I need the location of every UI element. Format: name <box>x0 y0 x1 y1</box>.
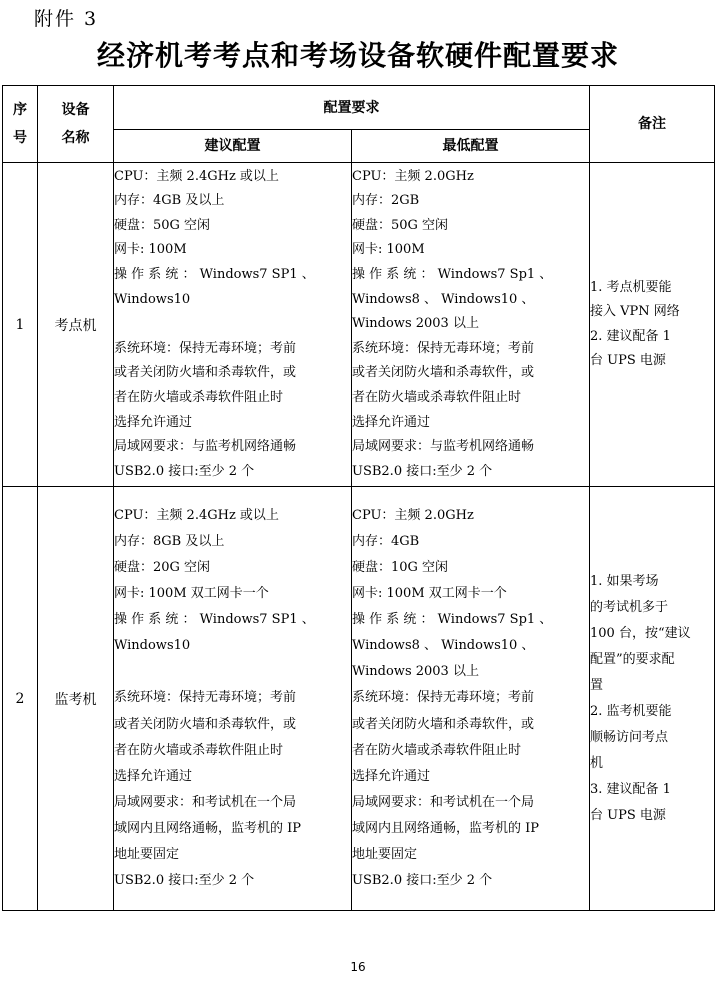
remarks-line: 的考试机多于 <box>590 599 669 615</box>
remarks-line: 配置”的要求配 <box>590 651 675 667</box>
header-device: 设备 名称 <box>38 86 114 163</box>
minimum-config-line: USB2.0 接口:至少 2 个 <box>352 873 493 889</box>
minimum-config-line: 内存：2GB <box>352 193 420 209</box>
recommended-config-line: 选择允许通过 <box>114 414 193 430</box>
recommended-config-line: CPU：主频 2.4GHz 或以上 <box>114 507 279 523</box>
row-seq: 2 <box>3 487 38 911</box>
recommended-config-cell <box>114 487 352 911</box>
minimum-config-line: 者在防火墙或杀毒软件阻止时 <box>352 742 522 758</box>
remarks-line: 3. 建议配备 1 <box>590 781 671 797</box>
minimum-config-line: 者在防火墙或杀毒软件阻止时 <box>352 389 522 405</box>
recommended-config-line: Windows10 <box>114 638 191 654</box>
header-recommended: 建议配置 <box>114 130 352 163</box>
recommended-config-line: 硬盘：50G 空闲 <box>114 217 211 233</box>
recommended-config-line <box>114 312 351 337</box>
minimum-config-line: 网卡: 100M 双工网卡一个 <box>352 586 507 602</box>
recommended-config-line: 地址要固定 <box>114 847 180 863</box>
row-seq: 1 <box>3 163 38 487</box>
recommended-config-line <box>114 659 351 685</box>
header-config: 配置要求 <box>114 86 590 130</box>
recommended-config-line: 域网内且网络通畅，监考机的 IP <box>114 820 302 836</box>
recommended-config-line: 系统环境：保持无毒环境；考前 <box>114 690 297 706</box>
recommended-config-line: 或者关闭防火墙和杀毒软件，或 <box>114 716 297 732</box>
remarks-line: 1. 如果考场 <box>590 573 659 589</box>
recommended-config-line: 网卡: 100M 双工网卡一个 <box>114 586 269 602</box>
recommended-config-line: USB2.0 接口:至少 2 个 <box>114 463 255 479</box>
table-row <box>3 487 715 911</box>
minimum-config-line: 硬盘：50G 空闲 <box>352 217 449 233</box>
remarks-cell <box>590 487 715 911</box>
table-row <box>3 163 715 487</box>
minimum-config-line: Windows8 、 Windows10 、 <box>352 291 535 307</box>
remarks-cell <box>590 163 715 487</box>
minimum-config-line: 局域网要求：和考试机在一个局 <box>352 794 535 810</box>
minimum-config-line: 选择允许通过 <box>352 768 431 784</box>
minimum-config-line: Windows8 、 Windows10 、 <box>352 638 535 654</box>
recommended-config-line: 者在防火墙或杀毒软件阻止时 <box>114 742 284 758</box>
minimum-config-line: 系统环境：保持无毒环境；考前 <box>352 340 535 356</box>
recommended-config-line: 者在防火墙或杀毒软件阻止时 <box>114 389 284 405</box>
minimum-config-line: Windows 2003 以上 <box>352 316 479 332</box>
recommended-config-line: 局域网要求：与监考机网络通畅 <box>114 439 297 455</box>
recommended-config-line: 网卡: 100M <box>114 242 187 258</box>
recommended-config-line: 操 作 系 统 ： Windows7 SP1 、 <box>114 612 315 628</box>
recommended-config-line: 系统环境：保持无毒环境；考前 <box>114 340 297 356</box>
minimum-config-line: 操 作 系 统 ： Windows7 Sp1 、 <box>352 267 553 283</box>
recommended-config-line: 硬盘：20G 空闲 <box>114 559 211 575</box>
remarks-line: 机 <box>590 755 604 771</box>
remarks-line: 顺畅访问考点 <box>590 729 669 745</box>
recommended-config-line: USB2.0 接口:至少 2 个 <box>114 873 255 889</box>
header-seq: 序 号 <box>3 86 38 163</box>
remarks-line: 台 UPS 电源 <box>590 807 666 823</box>
minimum-config-line: 域网内且网络通畅，监考机的 IP <box>352 820 540 836</box>
minimum-config-cell <box>352 487 590 911</box>
remarks-line: 2. 建议配备 1 <box>590 328 671 344</box>
recommended-config-line: 局域网要求：和考试机在一个局 <box>114 794 297 810</box>
recommended-config-line: Windows10 <box>114 291 191 307</box>
minimum-config-line: 系统环境：保持无毒环境；考前 <box>352 690 535 706</box>
minimum-config-line: 或者关闭防火墙和杀毒软件，或 <box>352 716 535 732</box>
minimum-config-line: 操 作 系 统 ： Windows7 Sp1 、 <box>352 612 553 628</box>
remarks-line: 2. 监考机要能 <box>590 703 672 719</box>
config-table <box>2 85 715 911</box>
document-title: 经济机考考点和考场设备软硬件配置要求 <box>96 39 619 72</box>
remarks-line: 1. 考点机要能 <box>590 279 672 295</box>
row-device-name: 监考机 <box>38 487 114 911</box>
header-remarks: 备注 <box>590 86 715 163</box>
minimum-config-line: Windows 2003 以上 <box>352 664 479 680</box>
minimum-config-line: 选择允许通过 <box>352 414 431 430</box>
minimum-config-line: 局域网要求：与监考机网络通畅 <box>352 439 535 455</box>
recommended-config-line: 或者关闭防火墙和杀毒软件，或 <box>114 365 297 381</box>
minimum-config-line: CPU：主频 2.0GHz <box>352 168 474 184</box>
remarks-line: 置 <box>590 677 604 693</box>
minimum-config-line: 网卡: 100M <box>352 242 425 258</box>
minimum-config-cell <box>352 163 590 487</box>
remarks-line: 接入 VPN 网络 <box>590 304 680 319</box>
remarks-line: 100 台，按“建议 <box>590 625 691 641</box>
attachment-label: 附件 3 <box>34 8 99 30</box>
recommended-config-line: 内存：4GB 及以上 <box>114 193 225 209</box>
minimum-config-line: USB2.0 接口:至少 2 个 <box>352 463 493 479</box>
minimum-config-line: 内存：4GB <box>352 533 420 549</box>
minimum-config-line: CPU：主频 2.0GHz <box>352 507 474 523</box>
remarks-line: 台 UPS 电源 <box>590 353 666 368</box>
page-number: 16 <box>350 960 366 974</box>
recommended-config-line: 选择允许通过 <box>114 768 193 784</box>
recommended-config-line: CPU：主频 2.4GHz 或以上 <box>114 168 279 184</box>
recommended-config-cell <box>114 163 352 487</box>
minimum-config-line: 或者关闭防火墙和杀毒软件，或 <box>352 365 535 381</box>
minimum-config-line: 硬盘：10G 空闲 <box>352 559 449 575</box>
row-device-name: 考点机 <box>38 163 114 487</box>
header-minimum: 最低配置 <box>352 130 590 163</box>
minimum-config-line: 地址要固定 <box>352 847 418 863</box>
recommended-config-line: 内存：8GB 及以上 <box>114 533 225 549</box>
recommended-config-line: 操 作 系 统 ： Windows7 SP1 、 <box>114 267 315 283</box>
